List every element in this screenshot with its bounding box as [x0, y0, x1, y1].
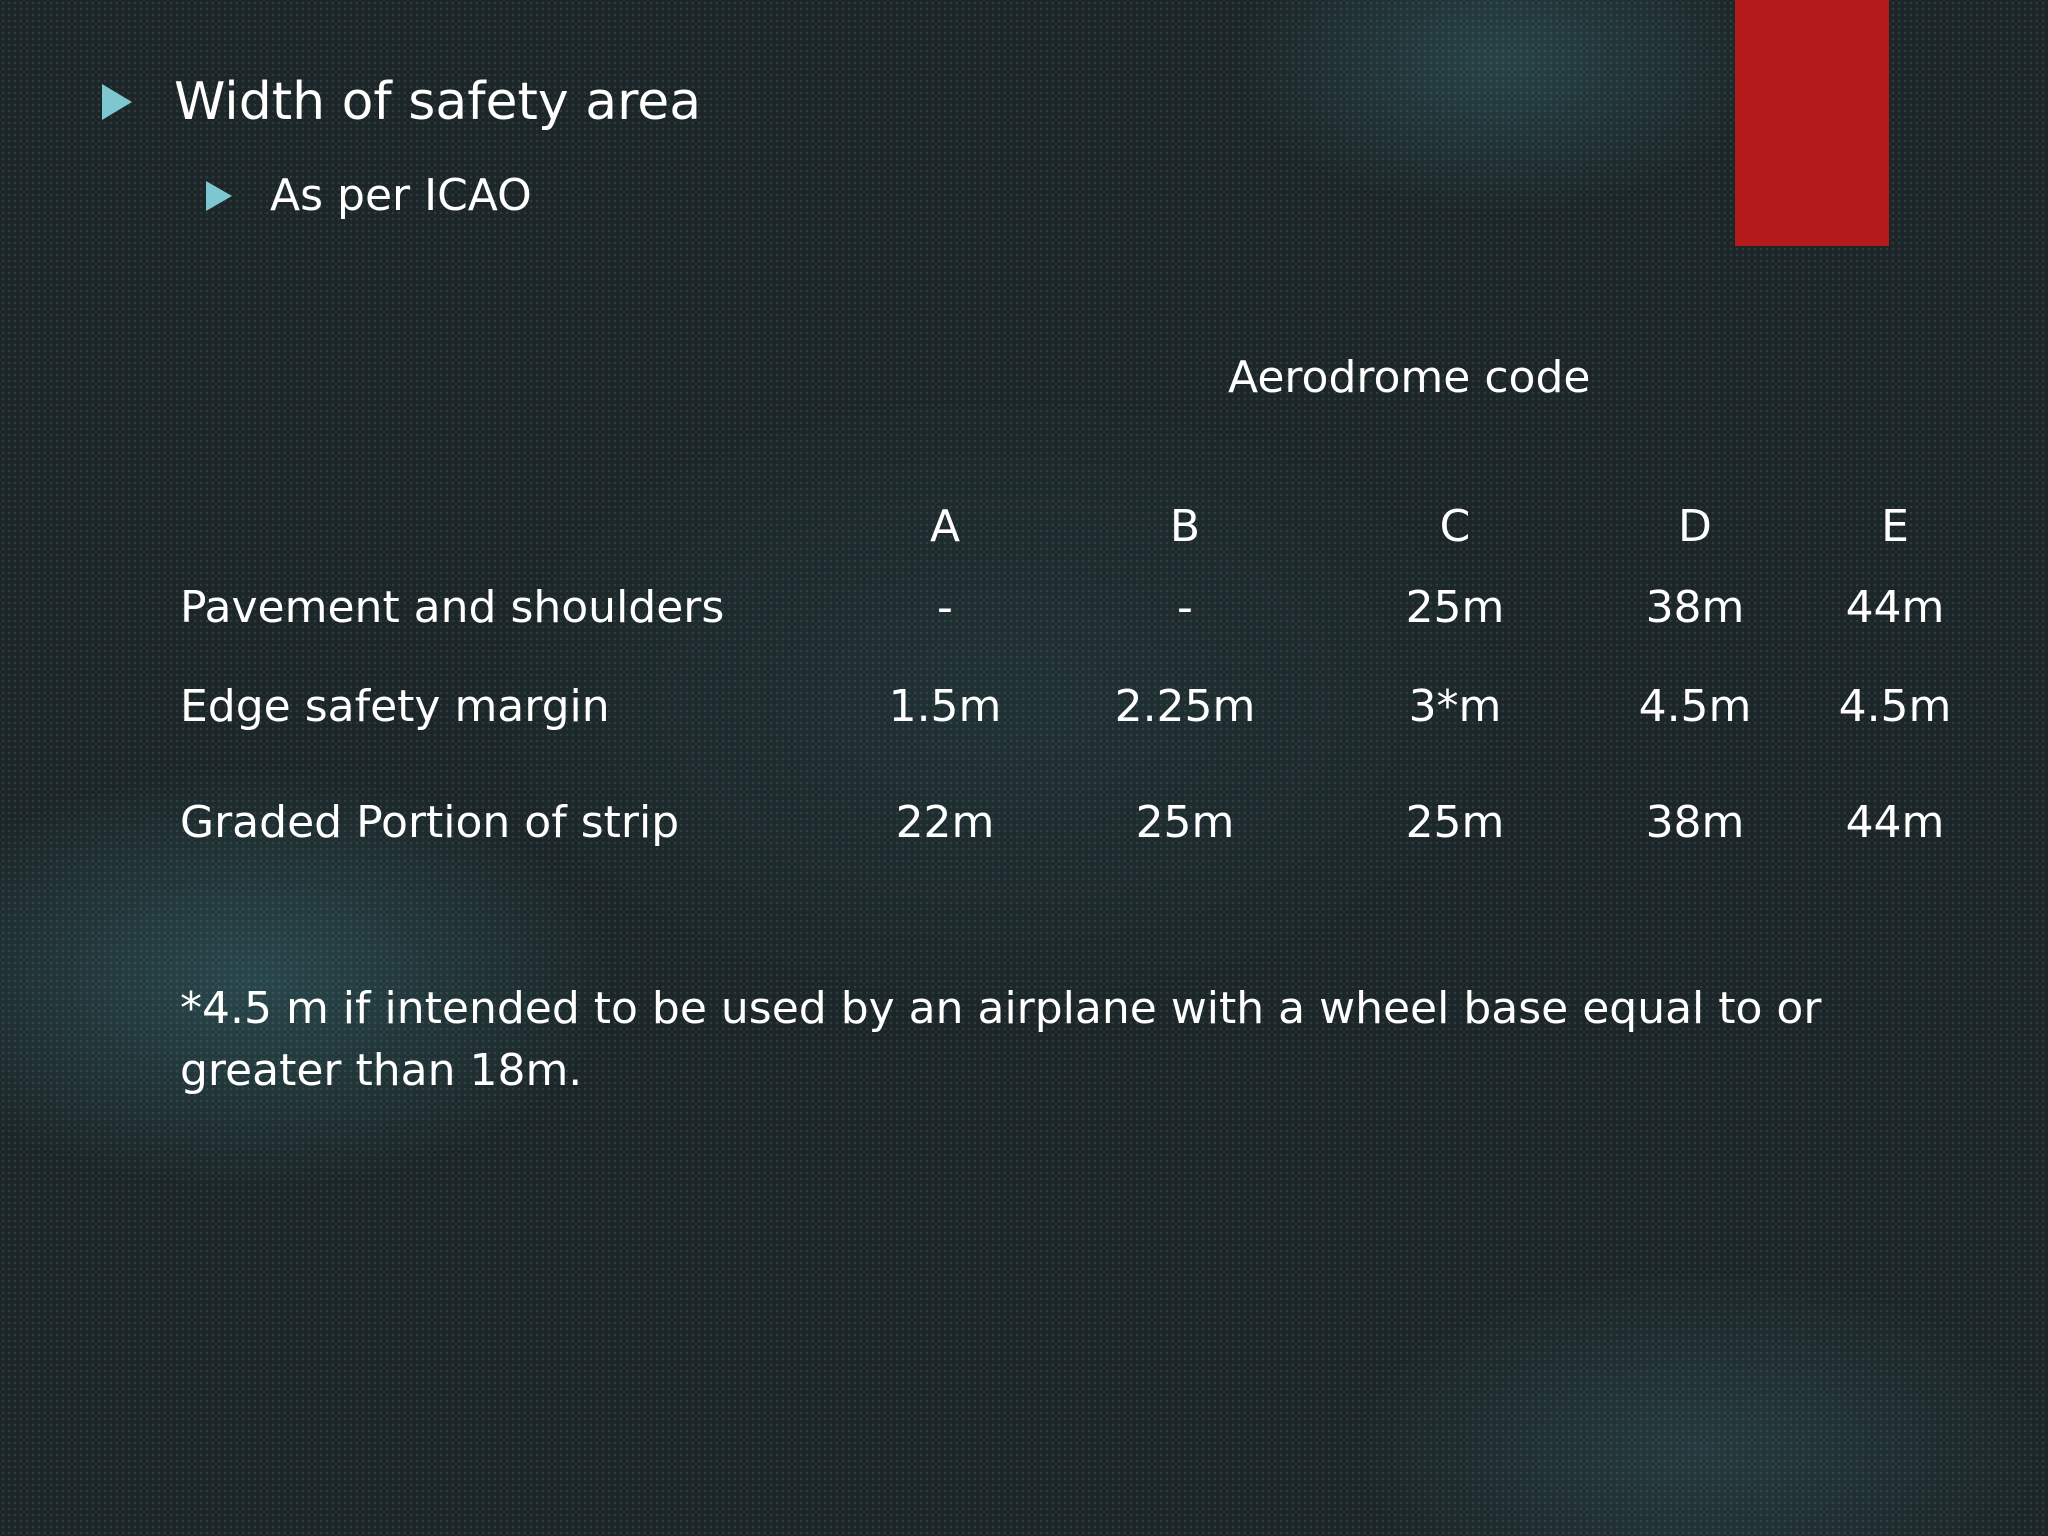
table-cell: 3*m — [1408, 680, 1502, 732]
table-cell: 38m — [1645, 581, 1745, 633]
bullet-width-of-safety-area — [102, 72, 701, 132]
table-cell: 44m — [1845, 581, 1945, 633]
table-row — [180, 562, 1960, 652]
column-header-c: C — [1439, 500, 1471, 552]
footnote: *4.5 m if intended to be used by an airplane with a wheel base equal to or greater than 18m. — [180, 983, 1822, 1096]
table-cell: 2.25m — [1114, 680, 1256, 732]
column-header-e: E — [1881, 500, 1909, 552]
triangle-bullet-icon — [102, 84, 132, 120]
table-cell: 44m — [1845, 796, 1945, 848]
column-header-d: D — [1678, 500, 1712, 552]
row-label: Edge safety margin — [180, 680, 610, 732]
column-header-b: B — [1169, 500, 1201, 552]
sub-bullet-as-per-icao — [206, 170, 532, 221]
table-cell: - — [937, 581, 953, 633]
table-caption: Aerodrome code — [1228, 352, 1591, 403]
column-header-a: A — [929, 500, 961, 552]
safety-area-table — [180, 490, 1960, 884]
bullet-text: Width of safety area — [174, 72, 702, 132]
header-blank — [180, 490, 870, 562]
table-cell: 1.5m — [888, 680, 1002, 732]
table-cell: 22m — [895, 796, 995, 848]
row-label: Graded Portion of strip — [180, 796, 680, 848]
table-header-row — [180, 490, 1960, 562]
sub-bullet-text: As per ICAO — [270, 170, 532, 221]
triangle-bullet-icon — [206, 181, 232, 211]
table-cell: 38m — [1645, 796, 1745, 848]
table-row — [180, 652, 1960, 760]
table-row — [180, 760, 1960, 884]
table-cell: 25m — [1135, 796, 1235, 848]
table-cell: 4.5m — [1638, 680, 1752, 732]
table-cell: - — [1177, 581, 1193, 633]
row-label: Pavement and shoulders — [180, 581, 725, 633]
table-cell: 4.5m — [1838, 680, 1952, 732]
table-cell: 25m — [1405, 796, 1505, 848]
red-accent-bar — [1735, 0, 1889, 246]
table-cell: 25m — [1405, 581, 1505, 633]
